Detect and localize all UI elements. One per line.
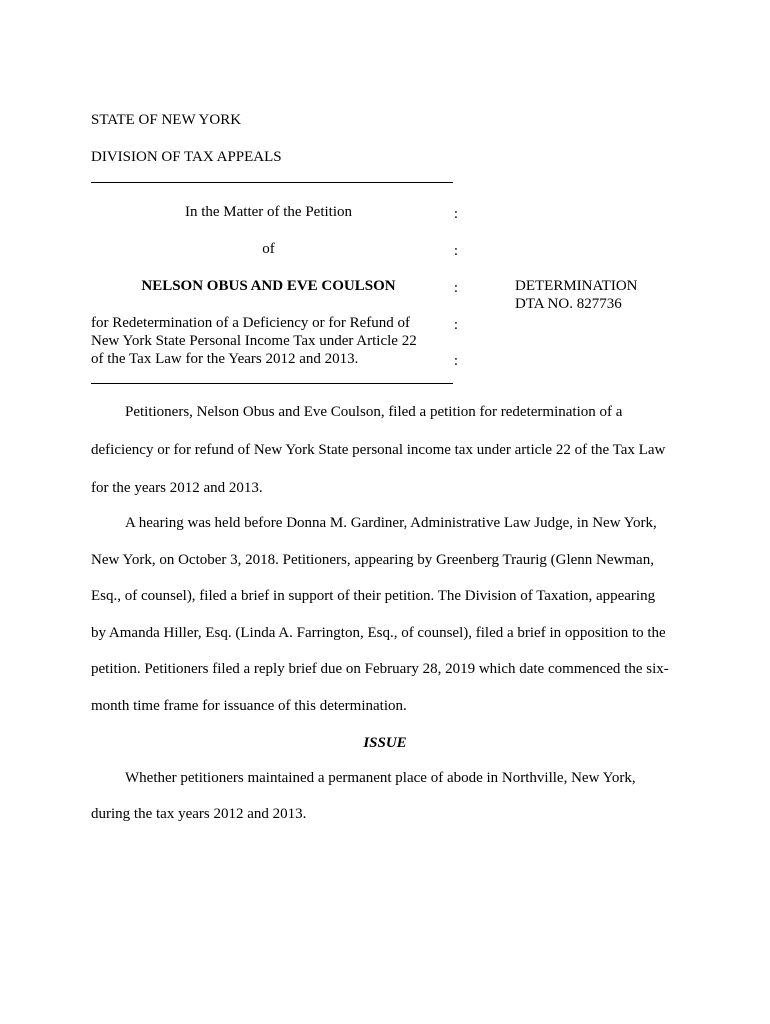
caption-colon: : <box>453 243 459 259</box>
paragraph-line: A hearing was held before Donna M. Gardiner, Administrative Law Judge, in New York, <box>125 515 657 531</box>
caption-colon: : <box>453 280 459 296</box>
caption-of: of <box>262 241 275 257</box>
paragraph-line: petition. Petitioners filed a reply brief due on February 28, 2019 which date commenced the six- <box>91 661 669 677</box>
caption-petitioners: NELSON OBUS AND EVE COULSON <box>141 278 396 294</box>
division-heading: DIVISION OF TAX APPEALS <box>91 149 282 165</box>
caption-matter: In the Matter of the Petition <box>184 204 353 220</box>
caption-colon: : <box>453 206 459 222</box>
caption-top-rule <box>91 182 453 183</box>
issue-heading: ISSUE <box>363 735 407 751</box>
paragraph-line: New York, on October 3, 2018. Petitioners, appearing by Greenberg Traurig (Glenn Newman, <box>91 552 654 568</box>
dta-number: DTA NO. 827736 <box>515 296 622 312</box>
state-heading: STATE OF NEW YORK <box>91 112 242 128</box>
paragraph-line: Esq., of counsel), filed a brief in support of their petition. The Division of Taxation, appearing <box>91 588 656 604</box>
paragraph-line: Whether petitioners maintained a permanent place of abode in Northville, New York, <box>125 770 636 786</box>
paragraph-line: Petitioners, Nelson Obus and Eve Coulson, filed a petition for redetermination of a <box>125 404 623 420</box>
caption-for-line-2: New York State Personal Income Tax under Article 22 <box>91 333 417 349</box>
caption-bottom-rule <box>91 383 453 384</box>
paragraph-line: month time frame for issuance of this determination. <box>91 698 407 714</box>
determination-label: DETERMINATION <box>515 278 638 294</box>
paragraph-line: deficiency or for refund of New York State personal income tax under article 22 of the Tax Law <box>91 442 666 458</box>
caption-colon: : <box>453 353 459 369</box>
caption-colon: : <box>453 317 459 333</box>
caption-for-line-3: of the Tax Law for the Years 2012 and 2013. <box>91 351 359 367</box>
caption-for-line-1: for Redetermination of a Deficiency or for Refund of <box>91 315 411 331</box>
paragraph-line: during the tax years 2012 and 2013. <box>91 806 307 822</box>
paragraph-line: for the years 2012 and 2013. <box>91 480 263 496</box>
paragraph-line: by Amanda Hiller, Esq. (Linda A. Farrington, Esq., of counsel), filed a brief in opposition to the <box>91 625 666 641</box>
